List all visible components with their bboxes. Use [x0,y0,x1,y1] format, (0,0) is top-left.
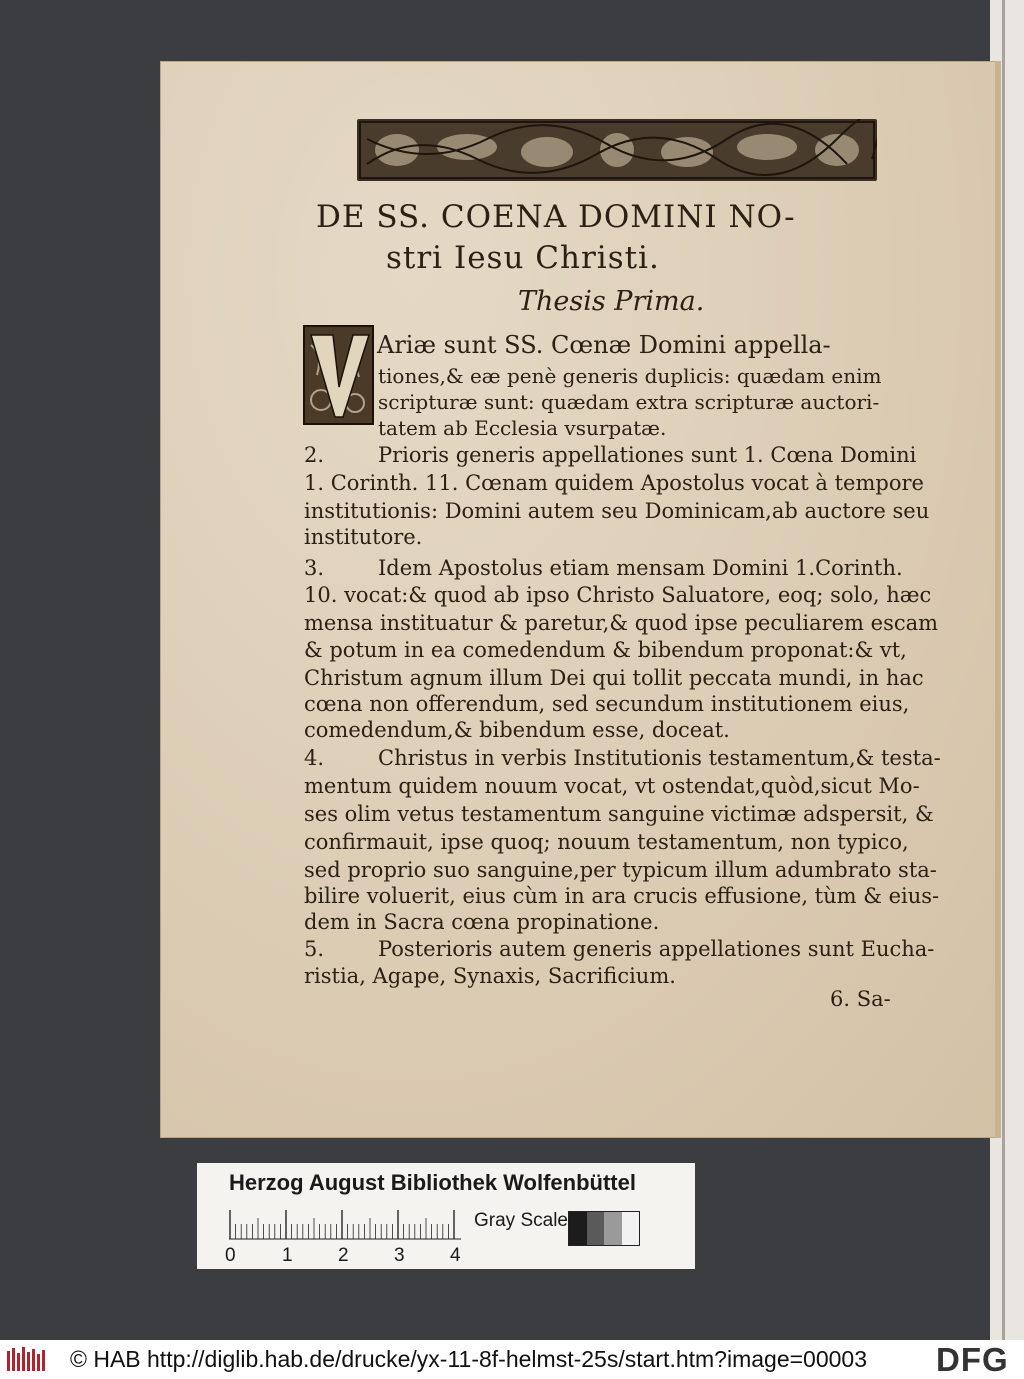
swatch-white [622,1212,640,1245]
gray-scale-label: Gray Scale [474,1210,568,1231]
catchword: 6. Sa- [830,987,891,1011]
page-title-line-1: DE SS. COENA DOMINI NO- [316,199,796,235]
para-1-line-3: scripturæ sunt: quædam extra scripturæ auctori- [378,390,880,414]
ruler-number-0: 0 [225,1245,236,1266]
decorated-initial-v [303,325,374,425]
para-4-line-3: ses olim vetus testamentum sanguine victimæ adspersit, & [304,802,934,826]
thesis-heading: Thesis Prima. [518,286,705,317]
measurement-ruler [229,1206,461,1240]
para-3-line-6: cœna non offerendum, sed secundum institutionem eius, [304,692,910,716]
para-3-line-2: 10. vocat:& quod ab ipso Christo Saluatore, eoq; solo, hæc [304,583,932,607]
para-5-line-1: Posterioris autem generis appellationes sunt Eucha- [378,937,935,961]
para-3-number: 3. [304,556,325,580]
ruler-number-3: 3 [394,1245,405,1266]
para-2-line-3: institutionis: Domini autem seu Dominicam,ab auctore seu [304,499,930,523]
ruler-number-1: 1 [282,1245,293,1266]
page-title-line-2: stri Iesu Christi. [386,240,660,276]
para-2-number: 2. [304,443,325,467]
para-5-number: 5. [304,937,325,961]
hab-logo-icon [6,1345,46,1373]
woodcut-ornament-band [357,119,877,181]
ruler-number-2: 2 [338,1245,349,1266]
para-5-line-2: ristia, Agape, Synaxis, Sacrificium. [304,964,676,988]
binding-edge [1002,0,1005,1340]
para-4-line-2: mentum quidem nouum vocat, vt ostendat,quòd,sicut Mo- [304,774,920,798]
swatch-black [569,1212,587,1245]
swatch-dark-gray [587,1212,605,1245]
para-1-line-4: tatem ab Ecclesia vsurpatæ. [378,416,667,440]
para-3-line-7: comedendum,& bibendum esse, doceat. [304,718,730,742]
para-1-line-2: tiones,& eæ penè generis duplicis: quædam enim [378,364,882,388]
ruler-number-4: 4 [450,1245,461,1266]
para-2-line-2: 1. Corinth. 11. Cœnam quidem Apostolus vocat à tempore [304,471,924,495]
para-3-line-5: Christum agnum illum Dei qui tollit peccata mundi, in hac [304,666,924,690]
swatch-light-gray [604,1212,622,1245]
para-1-line-1: Ariæ sunt SS. Cœnæ Domini appella- [377,331,831,359]
dfg-logo: DFG [936,1341,1009,1378]
para-4-line-5: sed proprio suo sanguine,per typicum illum adumbrato sta- [304,858,937,882]
gray-scale-swatches [568,1211,640,1246]
para-3-line-4: & potum in ea comedendum & bibendum proponat:& vt, [304,638,907,662]
para-3-line-1: Idem Apostolus etiam mensam Domini 1.Corinth. [378,556,903,580]
para-4-line-1: Christus in verbis Institutionis testamentum,& testa- [378,746,941,770]
footer-copyright-url[interactable]: © HAB http://diglib.hab.de/drucke/yx-11-8f-helmst-25s/start.htm?image=00003 [70,1346,868,1372]
para-4-line-7: dem in Sacra cœna propinatione. [304,910,660,934]
para-4-line-6: bilire voluerit, eius cùm in ara crucis effusione, tùm & eius- [304,884,940,908]
para-3-line-3: mensa instituatur & paretur,& quod ipse peculiarem escam [304,611,939,635]
para-2-line-1: Prioris generis appellationes sunt 1. Cœna Domini [378,443,917,467]
para-4-line-4: confirmauit, ipse quoq; nouum testamentum, non typico, [304,830,909,854]
para-4-number: 4. [304,746,325,770]
library-name: Herzog August Bibliothek Wolfenbüttel [229,1170,636,1195]
para-2-line-4: institutore. [304,525,423,549]
